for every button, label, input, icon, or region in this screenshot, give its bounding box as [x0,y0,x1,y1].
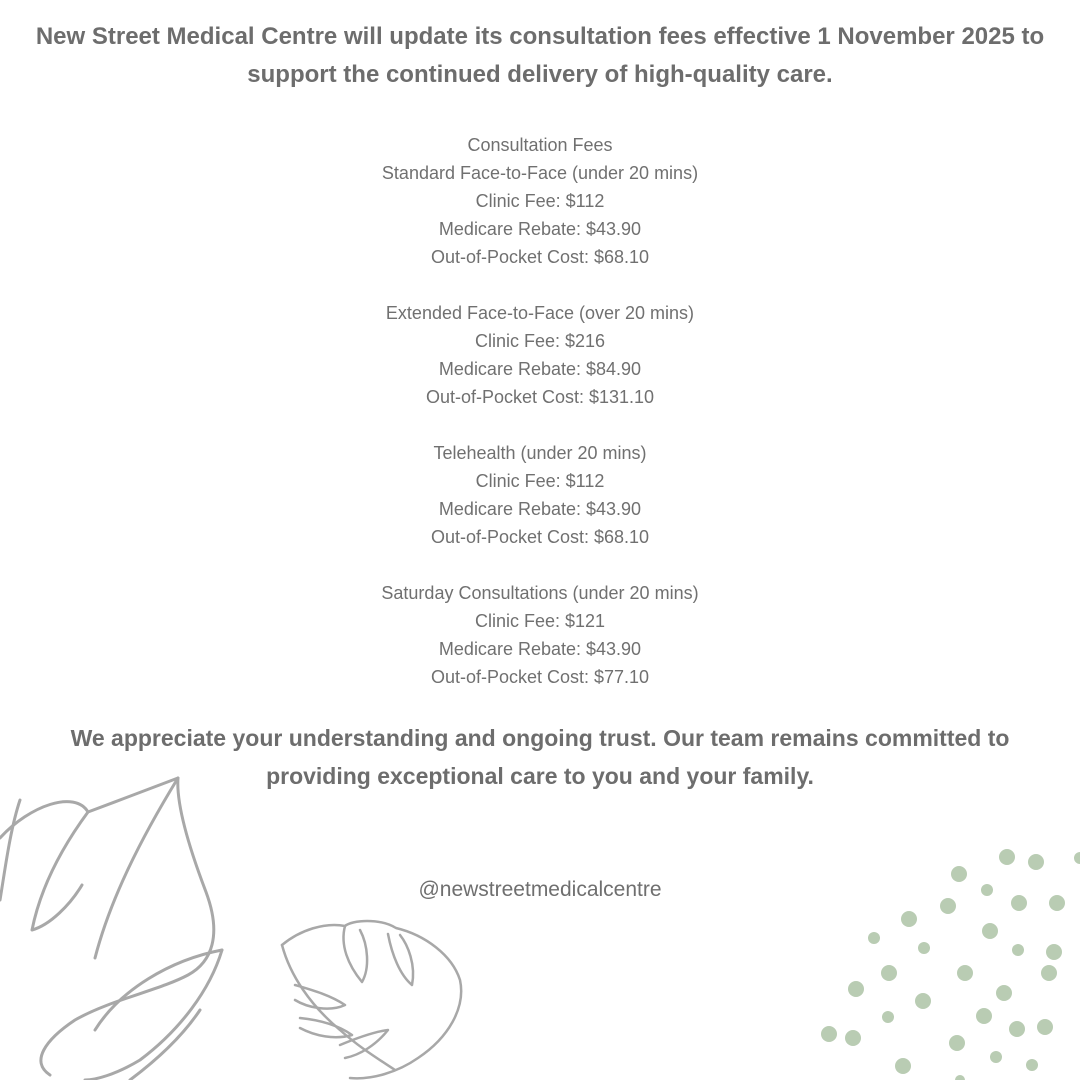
closing-message: We appreciate your understanding and ongoing trust. Our team remains committed to providing exceptional care to you and your family. [70,725,1010,789]
clinic-fee: Clinic Fee: $216 [474,331,606,351]
out-of-pocket-cost: Out-of-Pocket Cost: $68.10 [430,527,650,547]
medicare-rebate: Medicare Rebate: $43.90 [438,499,642,519]
out-of-pocket-cost: Out-of-Pocket Cost: $68.10 [430,247,650,267]
large-leaf-outline-icon [0,778,222,1080]
fee-name: Standard Face-to-Face (under 20 mins) [381,163,699,183]
clinic-fee: Clinic Fee: $112 [475,191,605,211]
fee-name: Telehealth (under 20 mins) [433,443,647,463]
fee-name: Saturday Consultations (under 20 mins) [381,583,699,603]
fee-name: Extended Face-to-Face (over 20 mins) [385,303,695,323]
headline: New Street Medical Centre will update its consultation fees effective 1 November 2025 to support the continued delivery of high-quality care. [35,23,1045,88]
small-leaf-outline-icon [282,921,461,1078]
consultation-fees [0,131,1080,719]
fee-section-extended [0,299,1080,411]
fee-section-telehealth [0,439,1080,551]
fee-section-saturday [0,579,1080,691]
social-handle: @newstreetmedicalcentre [418,878,662,901]
out-of-pocket-cost: Out-of-Pocket Cost: $131.10 [425,387,655,407]
fees-title: Consultation Fees [467,135,613,155]
clinic-fee: Clinic Fee: $112 [475,471,605,491]
clinic-fee: Clinic Fee: $121 [474,611,606,631]
medicare-rebate: Medicare Rebate: $43.90 [438,639,642,659]
fees-header [0,131,1080,271]
out-of-pocket-cost: Out-of-Pocket Cost: $77.10 [430,667,650,687]
medicare-rebate: Medicare Rebate: $84.90 [438,359,642,379]
medicare-rebate: Medicare Rebate: $43.90 [438,219,642,239]
